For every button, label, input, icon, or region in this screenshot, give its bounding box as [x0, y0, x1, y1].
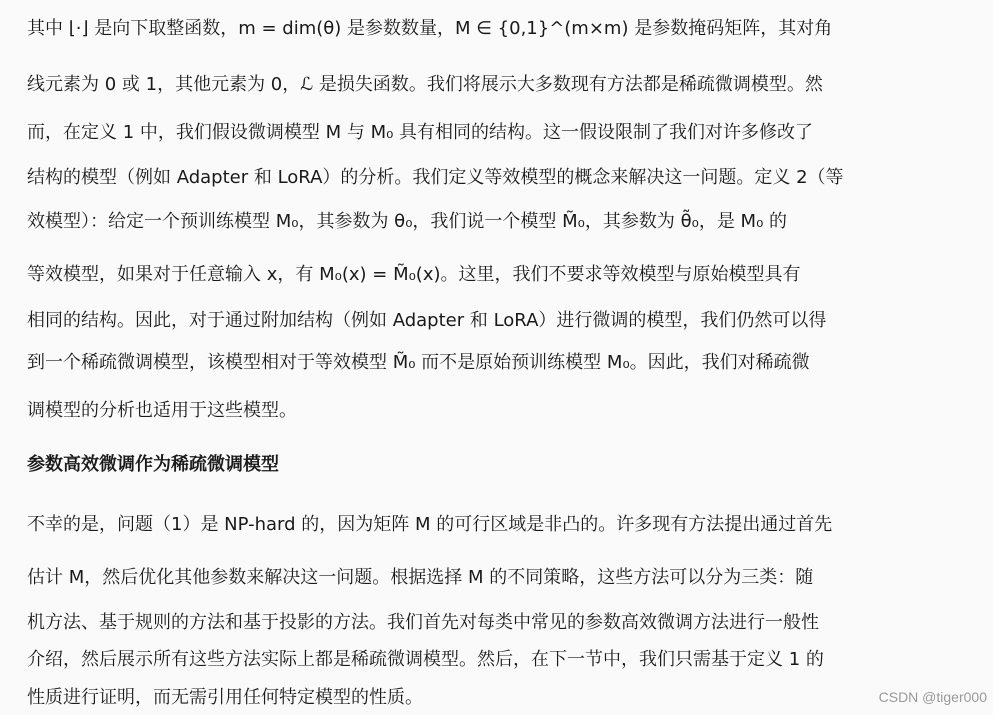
text-line: 效模型）：给定一个预训练模型 M₀，其参数为 θ₀，我们说一个模型 M̃₀，其参数为 θ̃₀，是 M₀ 的	[27, 211, 788, 232]
text-line: 不幸的是，问题（1）是 NP-hard 的，因为矩阵 M 的可行区域是非凸的。许多现有方法提出通过首先	[27, 514, 833, 535]
text-line: 而，在定义 1 中，我们假设微调模型 M 与 M₀ 具有相同的结构。这一假设限制了我们对许多修改了	[27, 122, 814, 143]
text-line: 结构的模型（例如 Adapter 和 LoRA）的分析。我们定义等效模型的概念来解决这一问题。定义 2（等	[27, 167, 844, 188]
text-line: 到一个稀疏微调模型，该模型相对于等效模型 M̃₀ 而不是原始预训练模型 M₀。因此，我们对稀疏微	[27, 352, 810, 373]
text-line: 介绍，然后展示所有这些方法实际上都是稀疏微调模型。然后，在下一节中，我们只需基于定义 1 的	[27, 649, 824, 670]
text-line: 其中 ⌊·⌋ 是向下取整函数，m = dim(θ) 是参数数量，M ∈ {0,1}^(m×m) 是参数掩码矩阵，其对角	[27, 18, 833, 39]
text-line: 机方法、基于规则的方法和基于投影的方法。我们首先对每类中常见的参数高效微调方法进行一般性	[27, 612, 819, 633]
text-line: 估计 M，然后优化其他参数来解决这一问题。根据选择 M 的不同策略，这些方法可以分为三类：随	[27, 567, 814, 588]
text-line: 调模型的分析也适用于这些模型。	[27, 400, 297, 421]
watermark: CSDN @tiger000	[878, 689, 987, 705]
text-line: 性质进行证明，而无需引用任何特定模型的性质。	[27, 687, 423, 708]
text-line: 等效模型，如果对于任意输入 x，有 M₀(x) = M̃₀(x)。这里，我们不要求等效模型与原始模型具有	[27, 264, 801, 285]
section-heading: 参数高效微调作为稀疏微调模型	[27, 454, 279, 475]
text-line: 相同的结构。因此，对于通过附加结构（例如 Adapter 和 LoRA）进行微调的模型，我们仍然可以得	[27, 310, 827, 331]
text-line: 线元素为 0 或 1，其他元素为 0，ℒ 是损失函数。我们将展示大多数现有方法都是稀疏微调模型。然	[27, 74, 823, 95]
